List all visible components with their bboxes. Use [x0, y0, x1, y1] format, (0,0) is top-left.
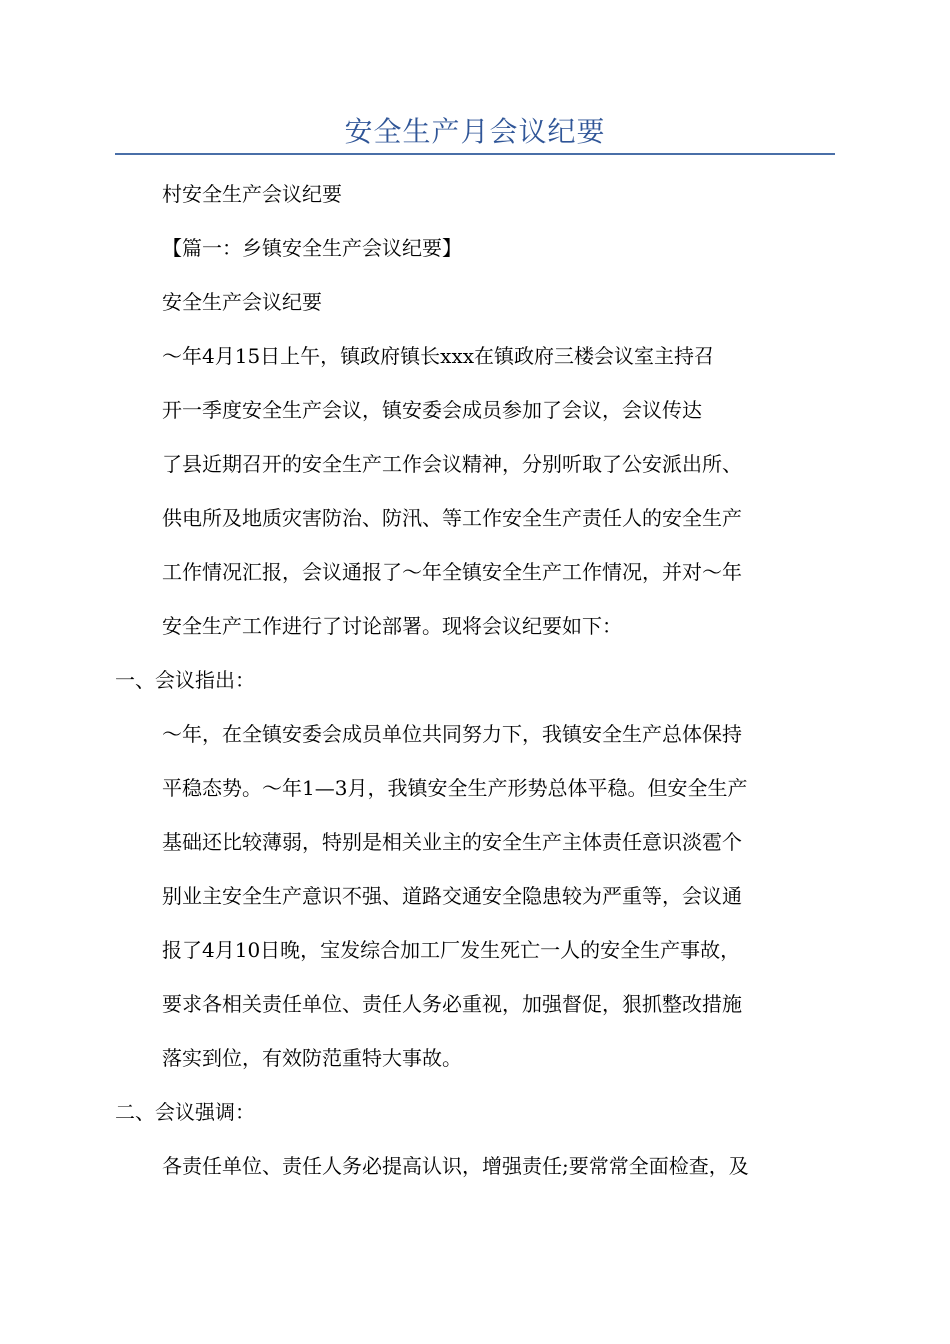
paragraph-line: ～年，在全镇安委会成员单位共同努力下，我镇安全生产总体保持 — [162, 722, 742, 746]
paragraph-line: 供电所及地质灾害防治、防汛、等工作安全生产责任人的安全生产 — [162, 506, 742, 530]
paragraph-line: 各责任单位、责任人务必提高认识，增强责任;要常常全面检查，及 — [162, 1154, 749, 1178]
paragraph-line: 了县近期召开的安全生产工作会议精神，分别听取了公安派出所、 — [162, 452, 742, 476]
paragraph-line: 落实到位，有效防范重特大事故。 — [162, 1046, 462, 1070]
section-heading: 一、会议指出： — [115, 668, 255, 692]
paragraph-line: 别业主安全生产意识不强、道路交通安全隐患较为严重等，会议通 — [162, 884, 742, 908]
document-title: 安全生产月会议纪要 — [344, 115, 606, 148]
paragraph-line: 要求各相关责任单位、责任人务必重视，加强督促，狠抓整改措施 — [162, 992, 742, 1016]
title-underline — [115, 153, 835, 155]
paragraph-line: 村安全生产会议纪要 — [162, 182, 342, 206]
paragraph-line: 工作情况汇报，会议通报了～年全镇安全生产工作情况，并对～年 — [162, 560, 742, 584]
paragraph-line: 安全生产会议纪要 — [162, 290, 322, 314]
paragraph-line: 安全生产工作进行了讨论部署。现将会议纪要如下： — [162, 614, 622, 638]
paragraph-line: 报了4月10日晚，宝发综合加工厂发生死亡一人的安全生产事故， — [162, 938, 741, 962]
section-heading: 二、会议强调： — [115, 1100, 255, 1124]
paragraph-line: 平稳态势。～年1—3月，我镇安全生产形势总体平稳。但安全生产 — [162, 776, 748, 800]
paragraph-line: 基础还比较薄弱，特别是相关业主的安全生产主体责任意识淡雹个 — [162, 830, 742, 854]
section-heading-bracket: 【篇一：乡镇安全生产会议纪要】 — [162, 236, 462, 260]
paragraph-line: ～年4月15日上午，镇政府镇长xxx在镇政府三楼会议室主持召 — [162, 344, 715, 368]
paragraph-line: 开一季度安全生产会议，镇安委会成员参加了会议，会议传达 — [162, 398, 702, 422]
